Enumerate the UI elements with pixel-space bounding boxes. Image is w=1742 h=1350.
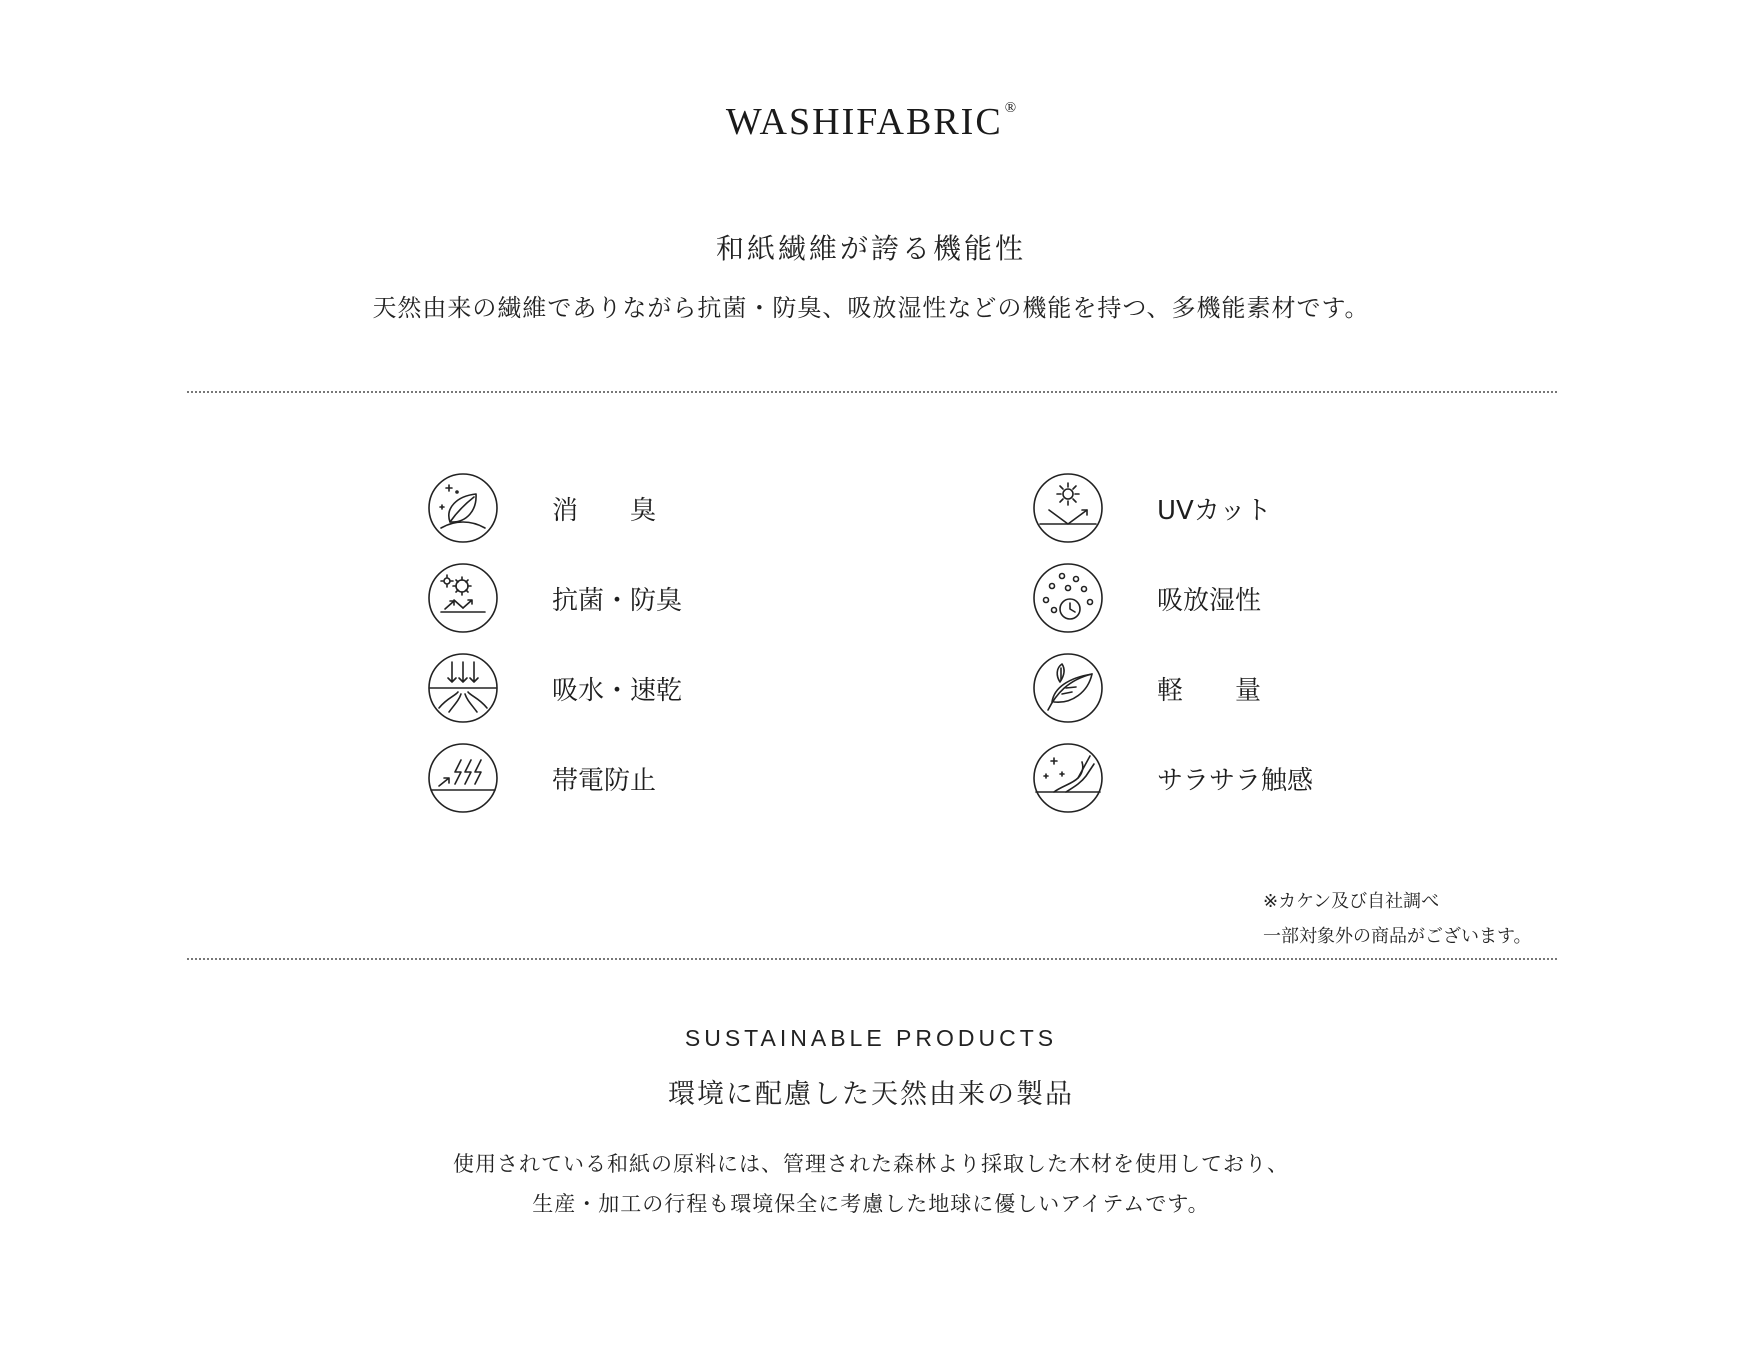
sustainable-body-line2: 生産・加工の行程も環境保全に考慮した地球に優しいアイテムです。 xyxy=(532,1192,1210,1216)
sustainable-body-line1: 使用されている和紙の原料には、管理された森林より採取した木材を使用しており、 xyxy=(453,1152,1289,1176)
feature-label: 消 臭 xyxy=(552,495,657,526)
footnote-exclusion: 一部対象外の商品がございます。 xyxy=(1263,926,1532,947)
sustainable-title-jp: 環境に配慮した天然由来の製品 xyxy=(668,1079,1074,1110)
sustainable-title-en: SUSTAINABLE PRODUCTS xyxy=(684,1025,1058,1051)
dotted-divider-top xyxy=(187,391,1557,393)
feature-label: 吸水・速乾 xyxy=(552,675,683,706)
feature-label: サラサラ触感 xyxy=(1157,765,1314,796)
feature-deodorant xyxy=(427,470,656,546)
smooth-touch-hand-icon xyxy=(1032,742,1104,814)
registered-mark: ® xyxy=(1004,100,1017,116)
feature-absorb-quickdry xyxy=(427,650,682,726)
dotted-divider-bottom xyxy=(187,958,1557,960)
feature-lightweight xyxy=(1032,650,1261,726)
feature-label: UVカット xyxy=(1157,495,1272,526)
water-absorb-icon xyxy=(427,652,499,724)
antistatic-lightning-icon xyxy=(427,742,499,814)
feature-smooth-touch xyxy=(1032,740,1313,816)
feature-moisture xyxy=(1032,560,1261,636)
function-heading: 和紙繊維が誇る機能性 xyxy=(715,232,1026,265)
feature-antistatic xyxy=(427,740,656,816)
feature-antibacterial xyxy=(427,560,682,636)
sun-reflect-icon xyxy=(1032,472,1104,544)
feature-label: 吸放湿性 xyxy=(1157,585,1262,616)
germ-shield-icon xyxy=(427,562,499,634)
footnote-source: ※カケン及び自社調べ xyxy=(1263,891,1440,912)
feature-label: 帯電防止 xyxy=(552,765,657,796)
feature-label: 軽 量 xyxy=(1157,675,1262,706)
leaf-sparkle-icon xyxy=(427,472,499,544)
brand-name: WASHIFABRIC xyxy=(725,101,1003,143)
humidity-dots-icon xyxy=(1032,562,1104,634)
brand-logo xyxy=(0,100,1742,144)
feature-label: 抗菌・防臭 xyxy=(552,585,683,616)
feature-uv-cut xyxy=(1032,470,1272,546)
feather-icon xyxy=(1032,652,1104,724)
function-lead: 天然由来の繊維でありながら抗菌・防臭、吸放湿性などの機能を持つ、多機能素材です。 xyxy=(372,294,1370,322)
